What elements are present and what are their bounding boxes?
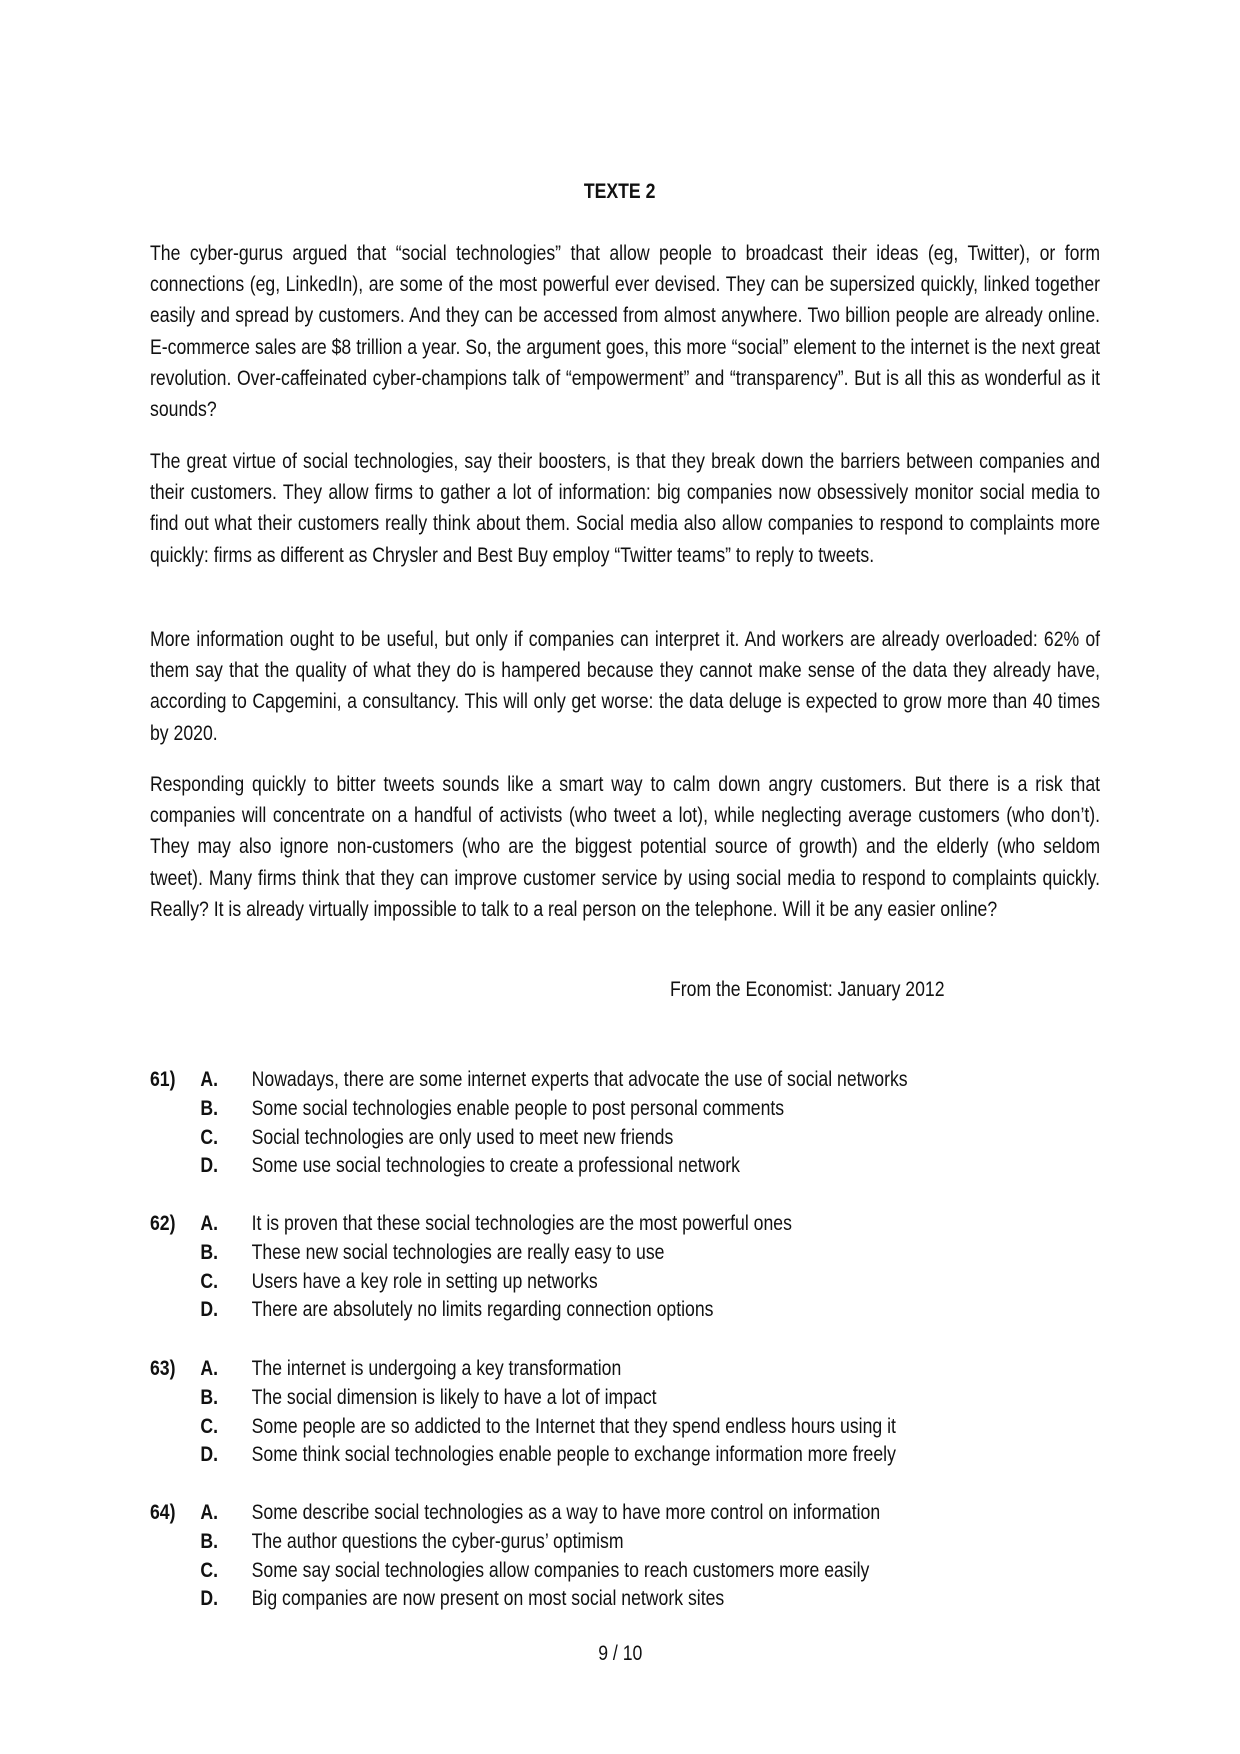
- paragraph-3: More information ought to be useful, but only if companies can interpret it. And workers are already overloaded: 62% of them say that the quality of what they do is hampered because they cannot make sense of the data they already have, according to Capgemini, a consultancy. This will only get worse: the data deluge is expected to grow more than 40 times by 2020.: [150, 628, 1101, 745]
- paragraph-4: Responding quickly to bitter tweets sounds like a smart way to calm down angry customers. But there is a risk that companies will concentrate on a handful of activists (who tweet a lot), while neglecting average customers (who don’t). They may also ignore non-customers (who are the biggest potential source of growth) and the elderly (who seldom tweet). Many firms think that they can improve customer service by using social media to respond to complaints quickly. Really? It is already virtually impossible to talk to a real person on the telephone. Will it be any easier online?: [150, 773, 1101, 921]
- paragraph-1: The cyber-gurus argued that “social technologies” that allow people to broadcast their ideas (eg, Twitter), or form connections (eg, LinkedIn), are some of the most powerful ever devised. They can be supersized quickly, linked together easily and spread by customers. And they can be accessed from almost anywhere. Two billion people are already online. E-commerce sales are $8 trillion a year. So, the argument goes, this more “social” element to the internet is the next great revolution. Over-caffeinated cyber-champions talk of “empowerment” and “transparency”. But is all this as wonderful as it sounds?: [150, 242, 1101, 422]
- option-text: Some describe social technologies as a way to have more control on information: [251, 1501, 881, 1524]
- option-text: Some say social technologies allow companies to reach customers more easily: [251, 1558, 870, 1582]
- option-text: It is proven that these social technologies are the most powerful ones: [251, 1212, 792, 1235]
- source-citation: From the Economist: January 2012: [670, 978, 945, 1001]
- option-letter: B.: [200, 1385, 219, 1409]
- option-letter: A.: [200, 1357, 219, 1380]
- page-number-text: 9 / 10: [597, 1642, 643, 1665]
- option-text: Some think social technologies enable people to exchange information more freely: [251, 1443, 896, 1467]
- option-letter: C.: [200, 1269, 219, 1293]
- option-text: These new social technologies are really easy to use: [251, 1240, 665, 1264]
- option-letter: D.: [200, 1587, 219, 1611]
- option-letter: B.: [200, 1096, 219, 1120]
- option-text: The internet is undergoing a key transformation: [251, 1357, 622, 1380]
- option-text: Some use social technologies to create a professional network: [251, 1154, 740, 1178]
- option-text: Some social technologies enable people to post personal comments: [251, 1096, 785, 1120]
- option-text: Big companies are now present on most social network sites: [251, 1587, 725, 1611]
- option-letter: C.: [200, 1414, 219, 1438]
- paragraph-2: The great virtue of social technologies, say their boosters, is that they break down the barriers between companies and their customers. They allow firms to gather a lot of information: big companies now obsessively monitor social media to find out what their customers really think about them. Social media also allow companies to respond to complaints more quickly: firms as different as Chrysler and Best Buy employ “Twitter teams” to reply to tweets.: [150, 450, 1101, 567]
- option-text: Nowadays, there are some internet experts that advocate the use of social networks: [251, 1068, 908, 1091]
- option-letter: D.: [200, 1154, 219, 1178]
- option-text: Some people are so addicted to the Internet that they spend endless hours using it: [251, 1414, 896, 1438]
- option-text: Users have a key role in setting up networks: [251, 1269, 598, 1293]
- option-letter: A.: [200, 1212, 219, 1235]
- title-text: TEXTE 2: [584, 180, 656, 203]
- option-text: There are absolutely no limits regarding connection options: [251, 1298, 714, 1322]
- question-number: 64): [150, 1501, 176, 1524]
- option-letter: C.: [200, 1125, 219, 1149]
- question-number: 63): [150, 1357, 176, 1380]
- option-letter: D.: [200, 1443, 219, 1467]
- page-number: [0, 1642, 1240, 1666]
- option-letter: C.: [200, 1558, 219, 1582]
- text-title: [0, 180, 1240, 204]
- option-text: The social dimension is likely to have a lot of impact: [251, 1385, 657, 1409]
- option-text: The author questions the cyber-gurus’ optimism: [251, 1529, 624, 1553]
- option-letter: A.: [200, 1068, 219, 1091]
- option-text: Social technologies are only used to meet new friends: [251, 1125, 674, 1149]
- question-number: 62): [150, 1212, 176, 1235]
- option-letter: B.: [200, 1529, 219, 1553]
- option-letter: B.: [200, 1240, 219, 1264]
- option-letter: A.: [200, 1501, 219, 1524]
- option-letter: D.: [200, 1298, 219, 1322]
- question-number: 61): [150, 1068, 176, 1091]
